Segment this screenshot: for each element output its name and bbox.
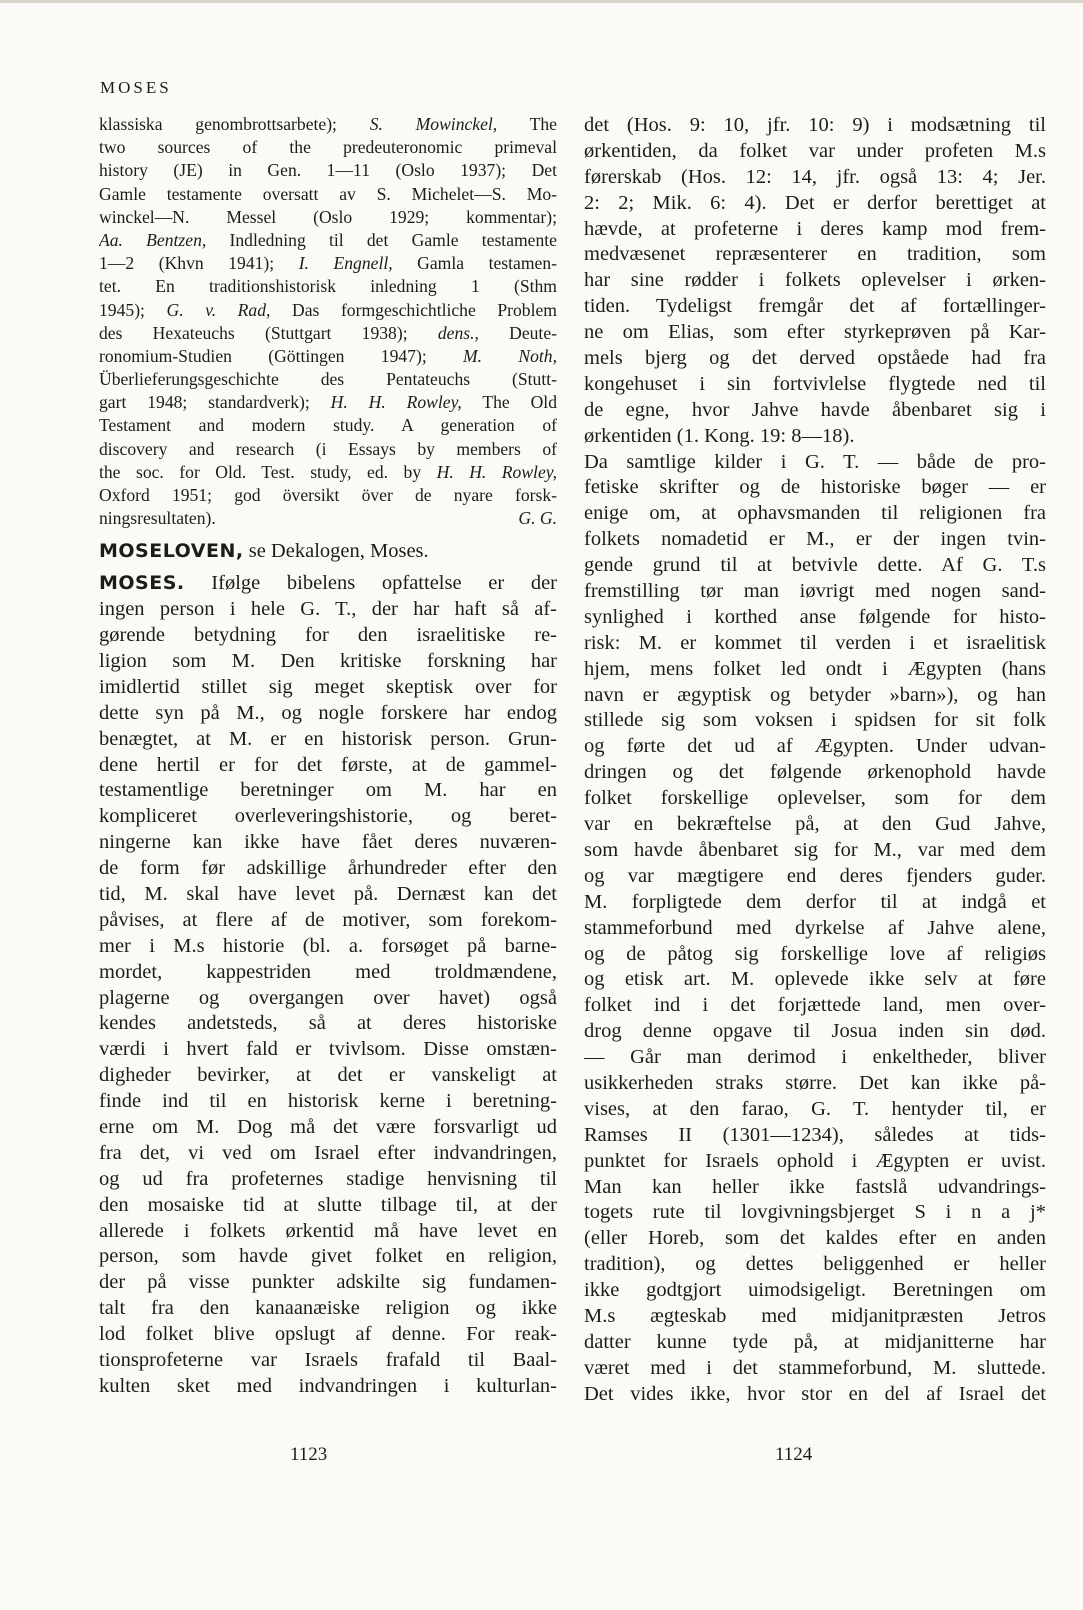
author-name: I. Engnell, (298, 253, 393, 274)
text-line: det (Hos. 9: 10, jfr. 10: 9) i modsætning til (584, 114, 1046, 136)
bibliography-line (99, 275, 557, 298)
bibliography-text: klassiska genombrottsarbete); (99, 114, 370, 134)
text-line: erne om M. Dog må det være forsvarligt ud (99, 1115, 557, 1138)
bibliography-text: Gamla testamen- (392, 253, 557, 274)
entry-moseloven (99, 539, 557, 565)
text-line: hævde, at profeterne i deres kamp mod frem- (584, 217, 1046, 240)
text-line: og etisk art. M. oplevede ikke selv at føre (584, 968, 1046, 991)
bibliography-line (99, 183, 557, 206)
text-line: folket ind i det forjættede land, men over- (584, 994, 1046, 1017)
text-line: kendes andetsteds, så at deres historiske (99, 1012, 557, 1035)
text-line: benægtet, at M. er en historisk person. Grun- (99, 727, 557, 750)
bibliography-line (99, 136, 557, 159)
bibliography-text: 1945); (99, 299, 167, 320)
headword-moseloven: MOSELOVEN, (99, 540, 244, 563)
text-line: stillede sig som voksen i spidsen for sit folk (584, 709, 1046, 732)
text-line: som havde åbenbaret sig for M., var med dem (584, 838, 1046, 861)
text-line: talt fra den kanaanæiske religion og ikke (99, 1297, 557, 1320)
text-line: ne om Elias, som efter styrkeprøven på Kar- (584, 321, 1046, 344)
bibliography-text: the soc. for Old. Test. study, ed. by (99, 461, 437, 482)
text-line: de form før adskillige århundreder efter den (99, 857, 557, 880)
text-line: stammeforbund med dyrkelse af Jahve alene, (584, 916, 1046, 939)
bibliography-text: discovery and research (i Essays by members of (99, 438, 557, 459)
entry-moses-continued (584, 113, 1046, 1408)
headword-moses: MOSES. (99, 572, 185, 595)
right-column (584, 113, 1046, 1408)
running-head: MOSES (100, 78, 172, 97)
text-line: ørkentiden (1. Kong. 19: 8—18). (584, 424, 855, 447)
text-line: og de påtog sig forskellige love af religiøs (584, 942, 1046, 965)
text-line: gende grund til at betvivle dette. Af G. T.s (584, 554, 1046, 577)
bibliography-text: winckel—N. Messel (Oslo 1929; kommentar); (99, 206, 557, 227)
text-line: de egne, hvor Jahve havde åbenbaret sig i (584, 398, 1046, 421)
text-line: tradition), og dettes beliggenhed er heller (584, 1253, 1046, 1276)
text-line: været med i det stammeforbund, M. sluttede. (584, 1356, 1046, 1379)
text-line: tid, M. skal have levet på. Dernæst kan det (99, 882, 557, 905)
text-line: og var mægtigere end deres fjenders guder. (584, 864, 1046, 887)
bibliography-text: tet. En traditionshistorisk inledning 1 (Sthm (99, 276, 557, 297)
bibliography-line (99, 414, 557, 437)
text-line: dene hertil er for det første, at de gammel- (99, 753, 557, 776)
text-line: usikkerheden straks større. Det kan ikke på- (584, 1071, 1046, 1094)
bibliography-line (99, 461, 557, 484)
text-line: der på visse punkter adskilte sig fundamen- (99, 1271, 557, 1294)
bibliography-text: Deute- (478, 322, 557, 343)
text-line: påvises, at flere af de motiver, som forekom- (99, 908, 557, 931)
text-line: person, som havde givet folket en religion, (99, 1245, 557, 1268)
text-line: hjem, mens folket led ondt i Ægypten (hans (584, 657, 1046, 680)
text-line: ingen person i hele G. T., der har haft så af- (99, 598, 557, 621)
text-line: fremstilling tør man iøvrigt med nogen sand- (584, 580, 1046, 603)
text-line: imidlertid stillet sig meget skeptisk over for (99, 675, 557, 698)
text-line: ikke godtgjort uimodsigeligt. Beretningen om (584, 1279, 1046, 1302)
text-line: drog denne opgave til Josua inden sin død. (584, 1020, 1046, 1043)
author-name: M. Noth, (463, 345, 557, 366)
bibliography-text: ronomium-Studien (Göttingen 1947); (99, 345, 464, 366)
bibliography (99, 113, 557, 507)
text-line: ørkentiden, da folket var under profeten M.s (584, 139, 1046, 162)
text-line: M.s ægteskab med midjanitpræsten Jetros (584, 1304, 1046, 1327)
text-line: plagerne og overgangen over havet) også (99, 986, 557, 1009)
bibliography-line (99, 484, 557, 507)
text-line: 2: 2; Mik. 6: 4). Det er derfor berettiget at (584, 191, 1046, 214)
bibliography-line (99, 206, 557, 229)
text-line: dette syn på M., og nogle forskere har endog (99, 701, 557, 724)
text-line: risk: M. er kommet til verden i et israelitisk (584, 631, 1046, 654)
bibliography-text: two sources of the predeuteronomic primeval (99, 137, 557, 158)
text-line: Det vides ikke, hvor stor en del af Israel det (584, 1382, 1046, 1405)
text-line: allerede i folkets ørkentid må have levet en (99, 1219, 557, 1242)
bibliography-line (99, 322, 557, 345)
text-line: synlighed i korthed anse følgende for histo- (584, 605, 1046, 628)
bibliography-line (99, 299, 557, 322)
bibliography-line (99, 159, 557, 182)
text-line: Man kan heller ikke fastslå udvandrings- (584, 1175, 1046, 1198)
bibliography-text: Indledning til det Gamle testamente (206, 229, 557, 250)
bibliography-text: Oxford 1951; god översikt över de nyare forsk- (99, 485, 557, 505)
text-line: fra det, vi ved om Israel efter indvandringen, (99, 1141, 557, 1164)
text-line: og førte det ud af Ægypten. Under udvan- (584, 735, 1046, 758)
text-line: punktet for Israels ophold i Ægypten er uvist. (584, 1149, 1046, 1172)
text-line: medvæsenet repræsenterer en tradition, som (584, 243, 1046, 266)
text-line: (eller Horeb, som det kaldes efter en anden (584, 1227, 1046, 1250)
text-line: mer i M.s historie (bl. a. forsøget på barne- (99, 934, 557, 957)
bibliography-text: Das formgeschichtliche Problem (270, 299, 557, 320)
bibliography-text: des Hexateuchs (Stuttgart 1938); (99, 322, 438, 343)
bibliography-line (99, 438, 557, 461)
text-line: — Går man derimod i enkeltheder, bliver (584, 1046, 1046, 1069)
text-line: ligion som M. Den kritiske forskning har (99, 649, 557, 672)
text-line: mels bjerg og det derved opståede had fra (584, 347, 1046, 370)
text-line: tionsprofeterne var Israels frafald til Baal- (99, 1348, 557, 1371)
text-line: navn er ægyptisk og betyder »barn»), og han (584, 683, 1046, 706)
bibliography-text: 1—2 (Khvn 1941); (99, 253, 299, 274)
bibliography-text: gart 1948; standardverk); (99, 392, 331, 413)
text-line: har sine rødder i folkets oplevelser i ørken- (584, 269, 1046, 292)
bibliography-line (99, 368, 557, 391)
text-line: vises, at den farao, G. T. hentyder til, er (584, 1097, 1046, 1120)
top-border (0, 0, 1083, 3)
bibliography-line (99, 113, 557, 136)
author-name: H. H. Rowley, (436, 461, 557, 482)
text-line: lod folket blive opslugt af denne. For reak- (99, 1323, 557, 1346)
bibliography-text: Testament and modern study. A generation of (99, 415, 557, 436)
bibliography-text: history (JE) in Gen. 1—11 (Oslo 1937); Det (99, 160, 557, 181)
text-line: værdi i hvert fald er tvivlsom. Disse omstæn- (99, 1038, 557, 1061)
text-line: testamentlige beretninger om M. har en (99, 779, 557, 802)
author-name: G. v. Rad, (166, 299, 271, 320)
text-line: digheder bevirker, at det er vanskeligt at (99, 1064, 557, 1087)
text-line: finde ind til en historisk kerne i beretning- (99, 1090, 557, 1113)
text-line: Da samtlige kilder i G. T. — både de pro- (584, 450, 1046, 473)
bibliography-line (99, 252, 557, 275)
text-line: kompliceret overleveringshistorie, og beret- (99, 805, 557, 828)
text-line: Ramses II (1301—1234), således at tids- (584, 1123, 1046, 1146)
text-line: den mosaiske tid at slutte tilbage til, at der (99, 1193, 557, 1216)
bibliography-text: Überlieferungsgeschichte des Pentateuchs (Stutt- (99, 369, 557, 390)
author-name: H. H. Rowley, (330, 392, 462, 413)
text-line: togets rute til lovgivningsbjerget S i n a j* (584, 1201, 1046, 1224)
bibliography-text: The (497, 114, 557, 134)
bibliography-line (99, 391, 557, 414)
cross-reference: se Dekalogen, Moses. (243, 540, 429, 563)
entry-moses-body (99, 597, 557, 1400)
text-line: kongehuset i sin fortvivlelse flygtede ned til (584, 372, 1046, 395)
text-line: folkets nomadetid er M., er der ingen tvin- (584, 528, 1046, 551)
text-line: fetiske skrifter og de historiske bøger — er (584, 476, 1046, 499)
bibliography-text: The Old (461, 392, 557, 413)
text-line: folket forskellige oplevelser, som for dem (584, 787, 1046, 810)
author-name: Aa. Bentzen, (99, 229, 207, 250)
text-line: førerskab (Hos. 12: 14, jfr. også 13: 4; Jer. (584, 165, 1046, 188)
author-name: S. Mowinckel, (369, 114, 498, 134)
text-line: M. forpligtede dem derfor til at indgå et (584, 890, 1046, 913)
text-line: tiden. Tydeligst fremgår det af fortællinger- (584, 295, 1046, 318)
page-number-right: 1124 (775, 1444, 813, 1465)
text-line: gørende betydning for den israelitiske re- (99, 624, 557, 647)
author-signature: G. G. (518, 508, 557, 529)
text-line: ningerne kan ikke have fået deres nuværen- (99, 831, 557, 854)
text-line: dringen og det følgende ørkenophold havde (584, 761, 1046, 784)
text-line: enige om, at ophavsmanden til religionen fra (584, 502, 1046, 525)
page-number-left: 1123 (290, 1444, 328, 1465)
text-line: og ud fra profeternes stadige henvisning til (99, 1167, 557, 1190)
text-line: var en bekræftelse på, at den Gud Jahve, (584, 813, 1046, 836)
text-line: datter kunne tyde på, at midjanitterne har (584, 1330, 1046, 1353)
bibliography-line (99, 345, 557, 368)
entry-moses-first-line: MOSES. Ifølge bibelens opfattelse er der (99, 572, 557, 595)
bibliography-line (99, 229, 557, 252)
bibliography-final-line: ningsresultaten). G. G. (99, 507, 557, 530)
bibliography-text: Gamle testamente oversatt av S. Michelet—S. Mo- (99, 183, 557, 204)
left-column (99, 113, 557, 1400)
author-name: dens., (437, 322, 479, 343)
text-line: kulten sket med indvandringen i kulturlan- (99, 1374, 557, 1397)
text-line: mordet, kappestriden med troldmændene, (99, 960, 557, 983)
